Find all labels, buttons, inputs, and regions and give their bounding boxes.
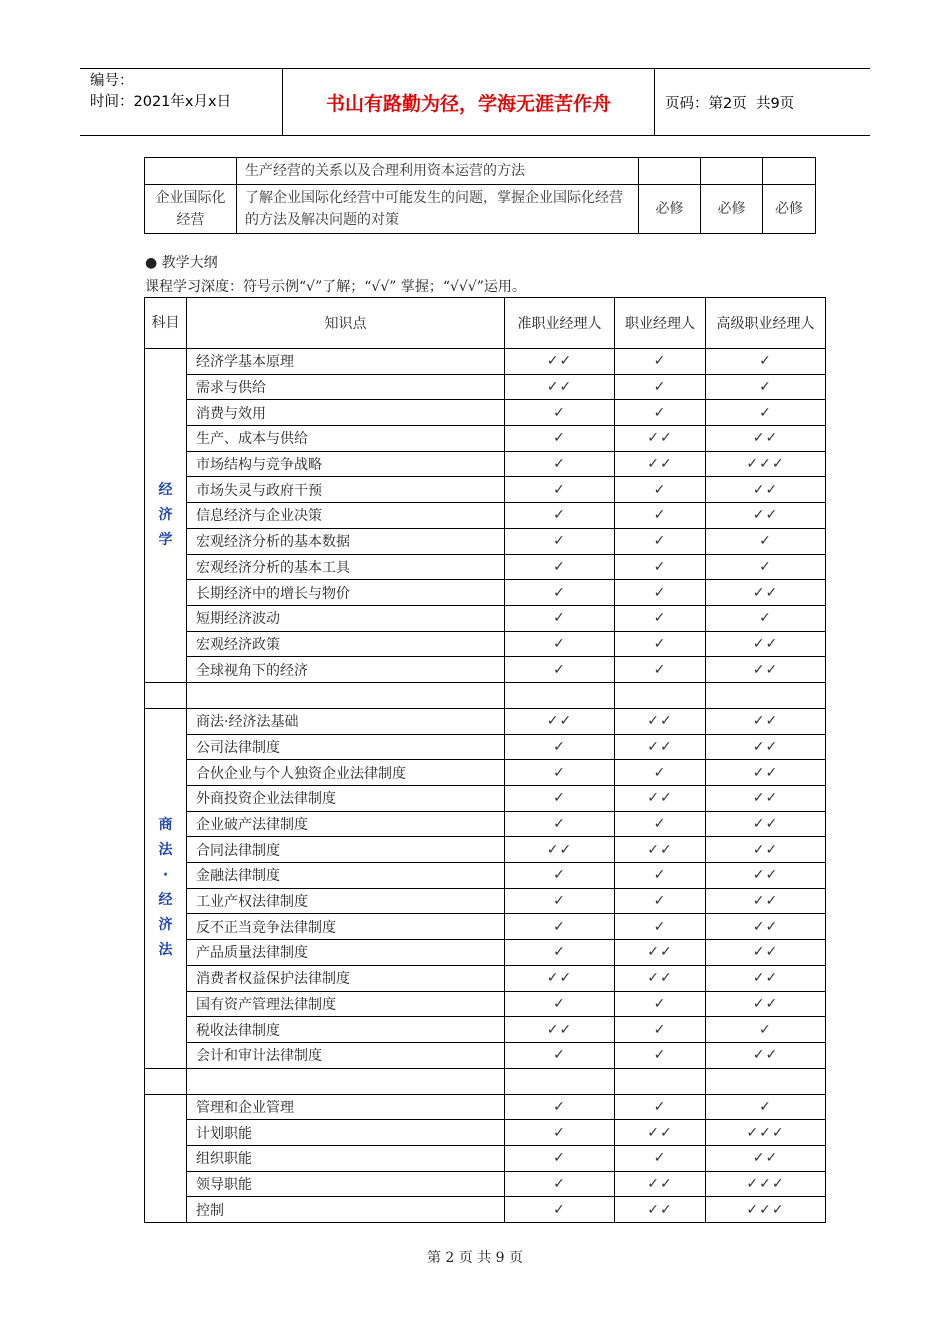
topic-cell: 外商投资企业法律制度	[187, 786, 505, 812]
table-row	[145, 426, 826, 452]
level-1-mark: ✓	[505, 400, 615, 426]
level-1-mark: ✓	[505, 1145, 615, 1171]
table-row	[145, 1197, 826, 1223]
topic-cell: 短期经济波动	[187, 605, 505, 631]
category-cell	[145, 349, 187, 683]
table-row	[145, 554, 826, 580]
table-row	[145, 1042, 826, 1068]
table-row	[145, 185, 816, 234]
topic-cell: 宏观经济政策	[187, 631, 505, 657]
level-1-mark: ✓✓	[505, 1017, 615, 1043]
level-1-mark: ✓	[505, 554, 615, 580]
level-2-mark: ✓	[615, 914, 706, 940]
topic-cell: 控制	[187, 1197, 505, 1223]
level-1-mark: ✓	[505, 863, 615, 889]
level-3-mark: ✓	[706, 1094, 826, 1120]
level-2-mark: ✓✓	[615, 1171, 706, 1197]
level-1-mark: ✓	[505, 914, 615, 940]
empty-cell	[706, 1068, 826, 1094]
section-description: 课程学习深度：符号示例“√”了解；“√√” 掌握；“√√√”运用。	[145, 279, 526, 295]
level-1-mark: ✓	[505, 657, 615, 683]
level-3-mark: ✓✓✓	[706, 1197, 826, 1223]
topic-cell: 组织职能	[187, 1145, 505, 1171]
topic-cell: 经济学基本原理	[187, 349, 505, 375]
table-row	[145, 1094, 826, 1120]
topic-cell: 市场结构与竞争战略	[187, 451, 505, 477]
topic-cell: 会计和审计法律制度	[187, 1042, 505, 1068]
topic-cell: 全球视角下的经济	[187, 657, 505, 683]
level-3-mark: ✓✓	[706, 657, 826, 683]
table-row	[145, 580, 826, 606]
header-level-2: 职业经理人	[615, 298, 706, 349]
level-3-mark: ✓	[706, 349, 826, 375]
topic-cell: 信息经济与企业决策	[187, 503, 505, 529]
table-row	[145, 837, 826, 863]
level-3-mark: ✓✓	[706, 1042, 826, 1068]
level-3-mark: ✓	[706, 554, 826, 580]
level-3-mark: ✓✓	[706, 580, 826, 606]
level-1-mark: ✓	[505, 1042, 615, 1068]
header-topic: 知识点	[187, 298, 505, 349]
topic-cell: 金融法律制度	[187, 863, 505, 889]
level-2-mark: ✓	[615, 811, 706, 837]
level-2-mark: ✓	[615, 1017, 706, 1043]
empty-cell	[187, 682, 505, 708]
table-row	[145, 1120, 826, 1146]
topic-cell: 长期经济中的增长与物价	[187, 580, 505, 606]
level-3-mark: ✓✓	[706, 940, 826, 966]
level-2-mark: ✓	[615, 1042, 706, 1068]
topic-cell: 计划职能	[187, 1120, 505, 1146]
level-3-mark: ✓✓	[706, 477, 826, 503]
level-2-mark: ✓	[615, 888, 706, 914]
table-row	[145, 760, 826, 786]
topic-cell: 管理和企业管理	[187, 1094, 505, 1120]
table-row	[145, 503, 826, 529]
topic-cell: 合同法律制度	[187, 837, 505, 863]
level-3-mark: ✓✓	[706, 1145, 826, 1171]
level-3-mark: ✓✓	[706, 991, 826, 1017]
level-1-mark: ✓	[505, 811, 615, 837]
table-row	[145, 708, 826, 734]
requirement-cell	[763, 158, 816, 185]
level-2-mark: ✓	[615, 605, 706, 631]
empty-cell	[187, 1068, 505, 1094]
level-1-mark: ✓	[505, 451, 615, 477]
table-row	[145, 811, 826, 837]
level-3-mark: ✓✓✓	[706, 451, 826, 477]
page-header	[80, 68, 870, 136]
level-2-mark: ✓	[615, 991, 706, 1017]
level-2-mark: ✓✓	[615, 940, 706, 966]
level-1-mark: ✓	[505, 1094, 615, 1120]
level-3-mark: ✓✓	[706, 888, 826, 914]
level-2-mark: ✓	[615, 477, 706, 503]
header-subject: 科目	[145, 298, 187, 349]
level-2-mark: ✓✓	[615, 786, 706, 812]
level-2-mark: ✓	[615, 528, 706, 554]
topic-cell: 税收法律制度	[187, 1017, 505, 1043]
header-level-3: 高级职业经理人	[706, 298, 826, 349]
level-3-mark: ✓	[706, 1017, 826, 1043]
level-1-mark: ✓	[505, 477, 615, 503]
number-label: 编号：	[90, 73, 134, 89]
level-1-mark: ✓	[505, 991, 615, 1017]
level-2-mark: ✓	[615, 1145, 706, 1171]
requirement-cell: 必修	[639, 185, 701, 234]
level-3-mark: ✓✓	[706, 786, 826, 812]
level-3-mark: ✓✓	[706, 708, 826, 734]
level-3-mark: ✓✓✓	[706, 1171, 826, 1197]
table-row	[145, 991, 826, 1017]
level-2-mark: ✓✓	[615, 965, 706, 991]
level-2-mark: ✓	[615, 503, 706, 529]
requirement-cell	[639, 158, 701, 185]
empty-cell	[505, 682, 615, 708]
level-3-mark: ✓✓	[706, 426, 826, 452]
subject-cell	[145, 158, 237, 185]
level-1-mark: ✓	[505, 1197, 615, 1223]
level-3-mark: ✓✓	[706, 631, 826, 657]
empty-cell	[145, 1068, 187, 1094]
topic-cell: 领导职能	[187, 1171, 505, 1197]
empty-cell	[706, 682, 826, 708]
level-2-mark: ✓	[615, 631, 706, 657]
topic-cell: 生产、成本与供给	[187, 426, 505, 452]
level-1-mark: ✓	[505, 631, 615, 657]
category-name: 经济学	[158, 481, 173, 548]
level-2-mark: ✓✓	[615, 1120, 706, 1146]
level-1-mark: ✓	[505, 580, 615, 606]
level-2-mark: ✓✓	[615, 426, 706, 452]
time-label: 时间：2021年x月x日	[90, 94, 232, 110]
level-3-mark: ✓	[706, 528, 826, 554]
category-cell	[145, 1094, 187, 1222]
table-row	[145, 1017, 826, 1043]
page-info-text: 页码：第2页 共9页	[665, 95, 795, 112]
level-1-mark: ✓	[505, 760, 615, 786]
topic-cell: 国有资产管理法律制度	[187, 991, 505, 1017]
level-2-mark: ✓	[615, 374, 706, 400]
level-1-mark: ✓	[505, 605, 615, 631]
topic-cell: 工业产权法律制度	[187, 888, 505, 914]
header-level-1: 准职业经理人	[505, 298, 615, 349]
level-1-mark: ✓✓	[505, 349, 615, 375]
section-title: ● 教学大纲	[145, 255, 218, 271]
level-1-mark: ✓	[505, 734, 615, 760]
level-2-mark: ✓	[615, 760, 706, 786]
table-row	[145, 477, 826, 503]
table-row	[145, 965, 826, 991]
table-row	[145, 631, 826, 657]
topic-cell: 企业破产法律制度	[187, 811, 505, 837]
topic-cell: 合伙企业与个人独资企业法律制度	[187, 760, 505, 786]
level-3-mark: ✓✓	[706, 734, 826, 760]
topic-cell: 市场失灵与政府干预	[187, 477, 505, 503]
level-3-mark: ✓	[706, 374, 826, 400]
level-2-mark: ✓	[615, 863, 706, 889]
description-cell: 了解企业国际化经营中可能发生的问题，掌握企业国际化经营的方法及解决问题的对策	[237, 185, 639, 234]
level-3-mark: ✓✓	[706, 914, 826, 940]
spacer-row	[145, 682, 826, 708]
level-3-mark: ✓✓	[706, 760, 826, 786]
level-2-mark: ✓✓	[615, 837, 706, 863]
level-1-mark: ✓✓	[505, 837, 615, 863]
level-1-mark: ✓✓	[505, 965, 615, 991]
level-3-mark: ✓✓	[706, 503, 826, 529]
subject-cell: 企业国际化经营	[145, 185, 237, 234]
syllabus-table	[144, 297, 826, 1223]
level-3-mark: ✓✓	[706, 965, 826, 991]
level-3-mark: ✓	[706, 605, 826, 631]
header-motto: 书山有路勤为径，学海无涯苦作舟	[283, 69, 655, 135]
level-3-mark: ✓✓	[706, 837, 826, 863]
description-cell: 生产经营的关系以及合理利用资本运营的方法	[237, 158, 639, 185]
level-2-mark: ✓	[615, 349, 706, 375]
table-row	[145, 158, 816, 185]
level-1-mark: ✓	[505, 503, 615, 529]
level-3-mark: ✓✓	[706, 863, 826, 889]
level-2-mark: ✓	[615, 400, 706, 426]
empty-cell	[145, 682, 187, 708]
level-1-mark: ✓	[505, 888, 615, 914]
spacer-row	[145, 1068, 826, 1094]
level-1-mark: ✓	[505, 528, 615, 554]
table-row	[145, 374, 826, 400]
table-row	[145, 734, 826, 760]
empty-cell	[615, 682, 706, 708]
header-page-info	[655, 69, 870, 135]
table-row	[145, 863, 826, 889]
empty-cell	[615, 1068, 706, 1094]
topic-cell: 需求与供给	[187, 374, 505, 400]
table-row	[145, 914, 826, 940]
topic-cell: 反不正当竞争法律制度	[187, 914, 505, 940]
level-3-mark: ✓✓✓	[706, 1120, 826, 1146]
level-1-mark: ✓	[505, 1120, 615, 1146]
table-header-row	[145, 298, 826, 349]
table-row	[145, 400, 826, 426]
table-row	[145, 1171, 826, 1197]
topic-cell: 宏观经济分析的基本工具	[187, 554, 505, 580]
level-1-mark: ✓	[505, 940, 615, 966]
table-row	[145, 528, 826, 554]
level-2-mark: ✓	[615, 554, 706, 580]
topic-cell: 商法·经济法基础	[187, 708, 505, 734]
level-1-mark: ✓✓	[505, 374, 615, 400]
table-row	[145, 888, 826, 914]
table-row	[145, 657, 826, 683]
level-2-mark: ✓	[615, 580, 706, 606]
level-1-mark: ✓	[505, 786, 615, 812]
table-row	[145, 786, 826, 812]
requirement-cell: 必修	[701, 185, 763, 234]
level-1-mark: ✓✓	[505, 708, 615, 734]
topic-cell: 公司法律制度	[187, 734, 505, 760]
header-meta	[80, 69, 283, 135]
level-2-mark: ✓✓	[615, 734, 706, 760]
table-row	[145, 349, 826, 375]
topic-cell: 宏观经济分析的基本数据	[187, 528, 505, 554]
requirement-cell: 必修	[763, 185, 816, 234]
level-3-mark: ✓✓	[706, 811, 826, 837]
requirement-cell	[701, 158, 763, 185]
level-2-mark: ✓✓	[615, 708, 706, 734]
category-name: 商法·经济法	[158, 817, 173, 959]
table-row	[145, 451, 826, 477]
empty-cell	[505, 1068, 615, 1094]
category-cell	[145, 708, 187, 1068]
topic-cell: 消费与效用	[187, 400, 505, 426]
level-2-mark: ✓	[615, 657, 706, 683]
course-requirement-table	[144, 157, 816, 234]
topic-cell: 消费者权益保护法律制度	[187, 965, 505, 991]
table-row	[145, 1145, 826, 1171]
level-3-mark: ✓	[706, 400, 826, 426]
table-row	[145, 940, 826, 966]
page-footer: 第 2 页 共 9 页	[426, 1250, 524, 1266]
level-1-mark: ✓	[505, 1171, 615, 1197]
table-row	[145, 605, 826, 631]
level-1-mark: ✓	[505, 426, 615, 452]
topic-cell: 产品质量法律制度	[187, 940, 505, 966]
level-2-mark: ✓✓	[615, 451, 706, 477]
level-2-mark: ✓✓	[615, 1197, 706, 1223]
level-2-mark: ✓	[615, 1094, 706, 1120]
